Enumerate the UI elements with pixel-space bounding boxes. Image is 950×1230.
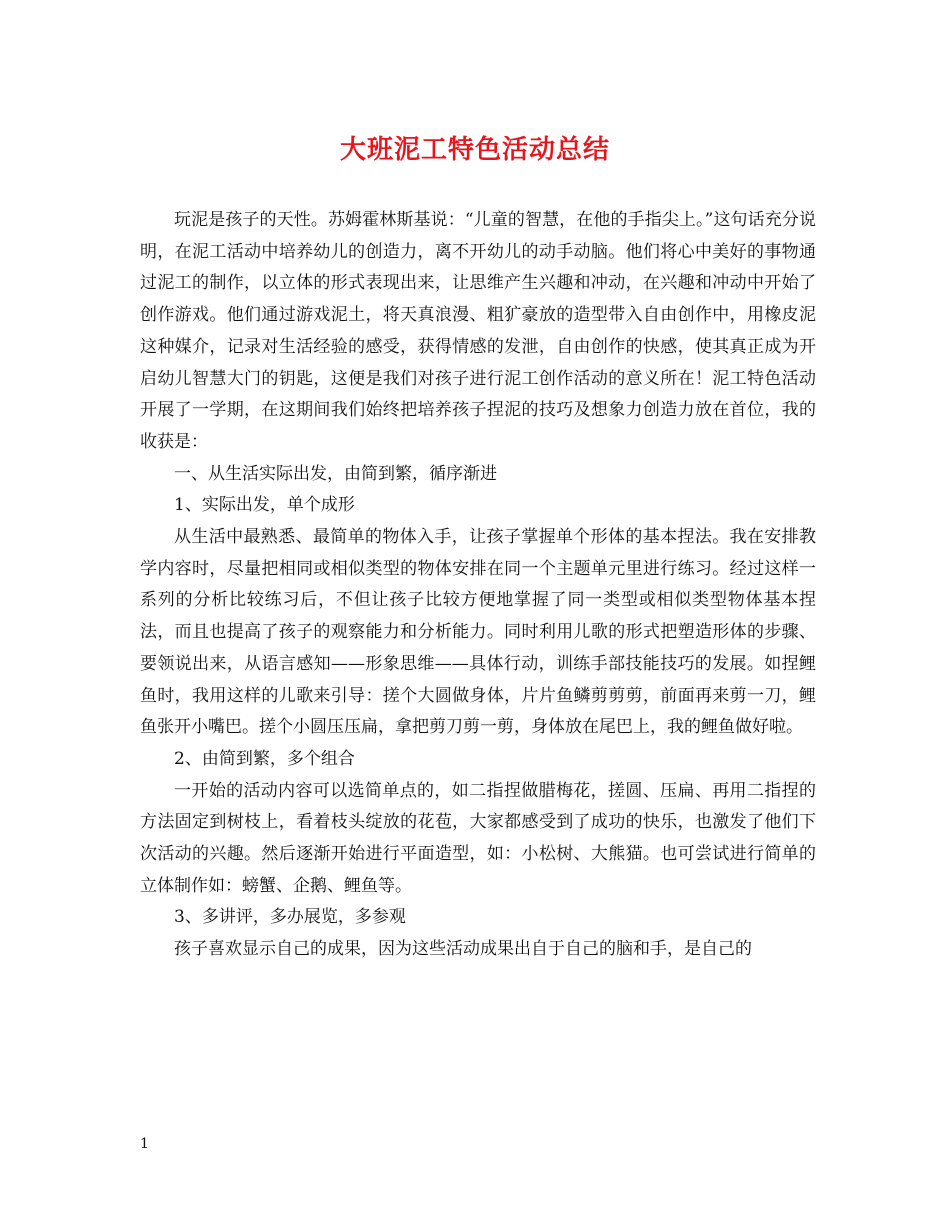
document-title: 大班泥工特色活动总结 xyxy=(339,135,610,165)
paragraph-combination: 一开始的活动内容可以选简单点的，如二指捏做腊梅花，搓圆、压扁、再用二指捏的方法固定到树枝上，看着枝头绽放的花苞，大家都感受到了成功的快乐，也激发了他们下次活动的兴趣。然后逐渐开始进行平面造型，如：小松树、大熊猫。也可尝试进行简单的立体制作如：螃蟹、企鹅、鲤鱼等。 xyxy=(140,780,816,896)
page-number: 1 xyxy=(140,1136,149,1152)
paragraph-intro: 玩泥是孩子的天性。苏姆霍林斯基说：“儿童的智慧，在他的手指尖上。”这句话充分说明，在泥工活动中培养幼儿的创造力，离不开幼儿的动手动脑。他们将心中美好的事物通过泥工的制作，以立体的形式表现出来，让思维产生兴趣和冲动，在兴趣和冲动中开始了创作游戏。他们通过游戏泥土，将天真浪漫、粗犷豪放的造型带入自由创作中，用橡皮泥这种媒介，记录对生活经验的感受，获得情感的发泄，自由创作的快感，使其真正成为开启幼儿智慧大门的钥匙，这便是我们对孩子进行泥工创作活动的意义所在！泥工特色活动开展了一学期，在这期间我们始终把培养孩子捏泥的技巧及想象力创造力放在首位，我的收获是： xyxy=(140,210,816,452)
subheading-3: 3、多讲评，多办展览，多参观 xyxy=(174,907,406,928)
paragraph-single-form: 从生活中最熟悉、最简单的物体入手，让孩子掌握单个形体的基本捏法。我在安排教学内容时，尽量把相同或相似类型的物体安排在同一个主题单元里进行练习。经过这样一系列的分析比较练习后，不但让孩子比较方便地掌握了同一类型或相似类型物体基本捏法，而且也提高了孩子的观察能力和分析能力。同时利用儿歌的形式把塑造形体的步骤、要领说出来，从语言感知——形象思维——具体行动，训练手部技能技巧的发展。如捏鲤鱼时，我用这样的儿歌来引导：搓个大圆做身体，片片鱼鳞剪剪剪，前面再来剪一刀，鲤鱼张开小嘴巴。搓个小圆压压扁，拿把剪刀剪一剪，身体放在尾巴上，我的鲤鱼做好啦。 xyxy=(140,527,816,738)
paragraph-showcase: 孩子喜欢显示自己的成果，因为这些活动成果出自于自己的脑和手，是自己的 xyxy=(174,939,752,960)
subheading-2: 2、由简到繁，多个组合 xyxy=(174,748,355,769)
document-body xyxy=(140,205,816,966)
subheading-1: 1、实际出发，单个成形 xyxy=(174,495,355,516)
heading-section-1: 一、从生活实际出发，由简到繁，循序渐进 xyxy=(174,463,497,484)
